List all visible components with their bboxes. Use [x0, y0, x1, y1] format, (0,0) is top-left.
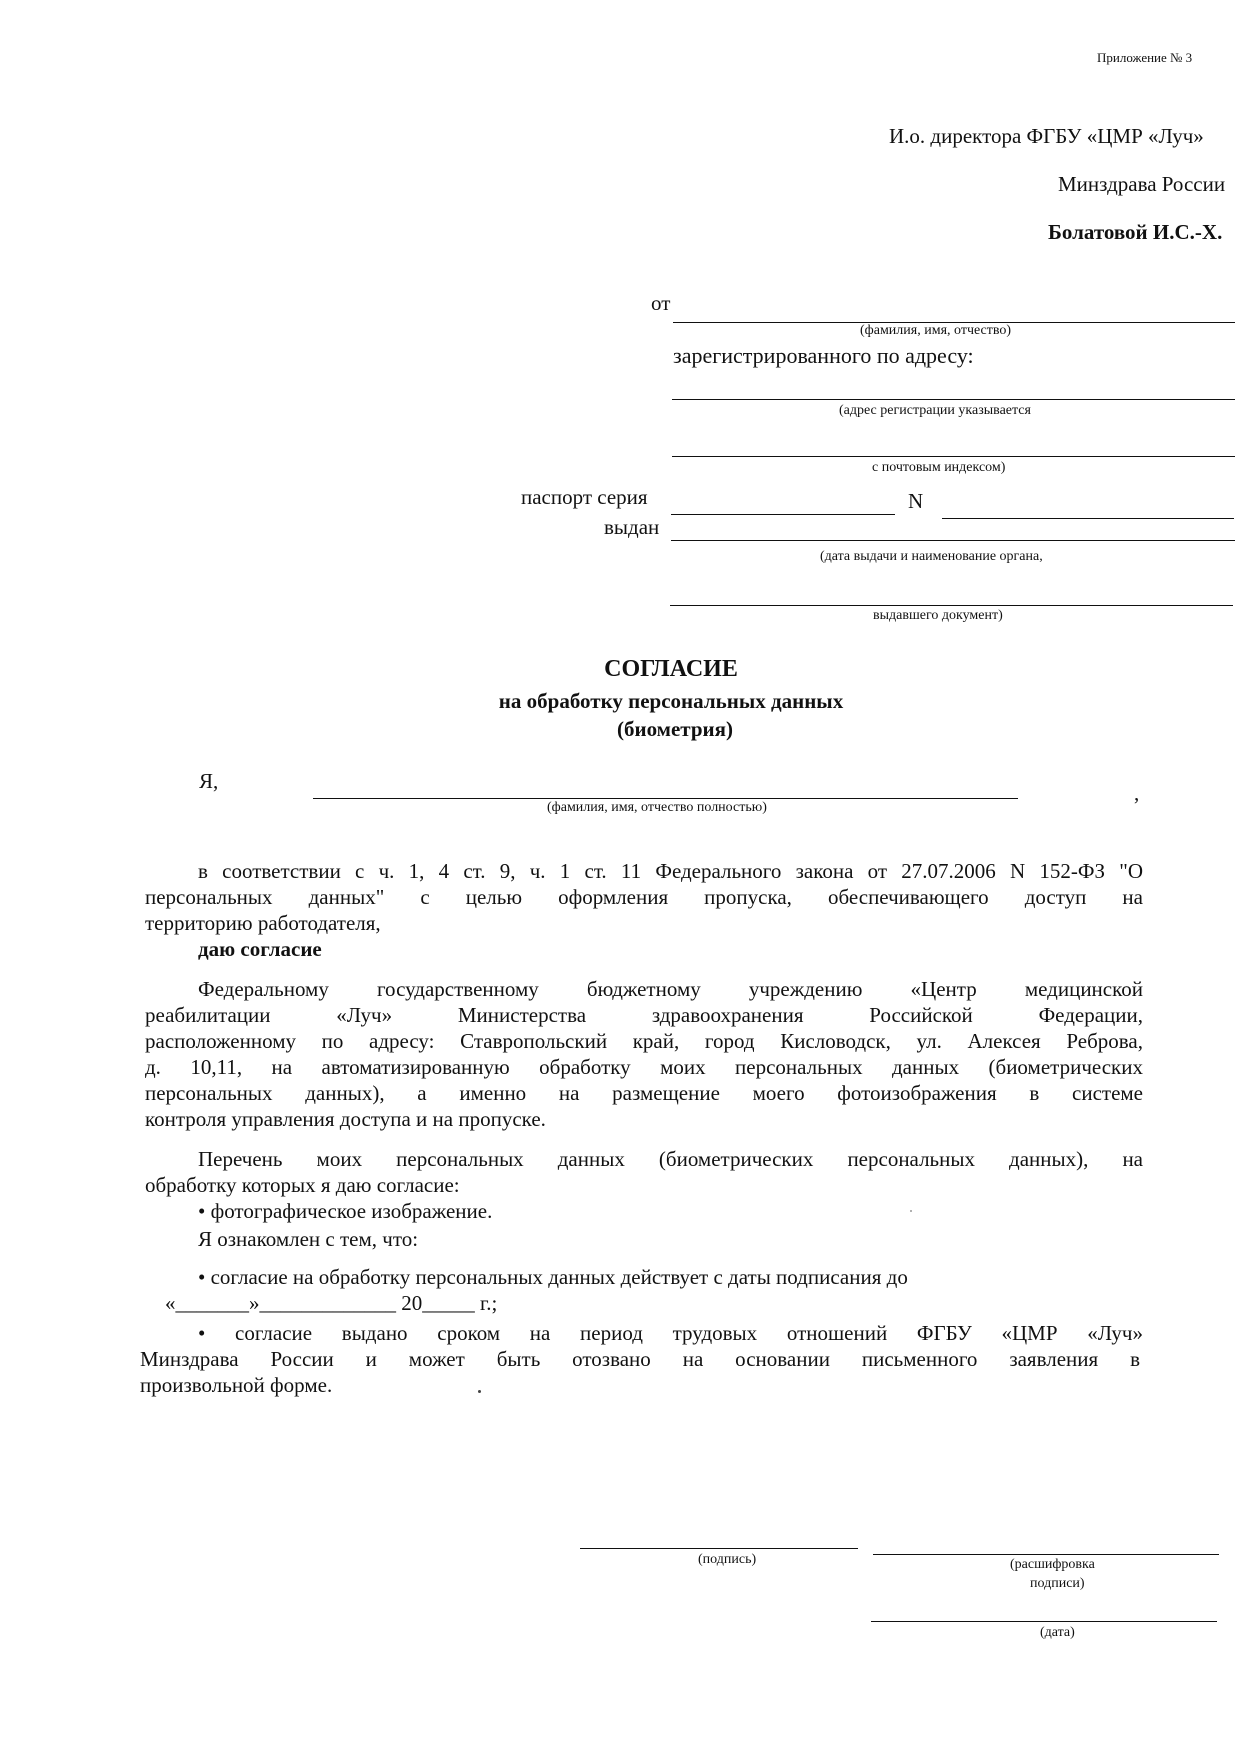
paragraph-3-line-1: Перечень моих персональных данных (биометрических персональных данных), на	[198, 1147, 1143, 1171]
signature-decode-hint-2: подписи)	[1030, 1576, 1085, 1591]
consent-phrase: даю согласие	[198, 937, 322, 961]
addressee-line-3: Болатовой И.С.-Х.	[1048, 220, 1223, 244]
address-line-2	[672, 456, 1235, 457]
passport-series-line	[671, 514, 895, 515]
passport-series-label: паспорт серия	[521, 485, 648, 509]
passport-number-label: N	[908, 489, 924, 513]
registered-label: зарегистрированного по адресу:	[673, 343, 974, 368]
declarant-name-line	[313, 798, 1018, 799]
paragraph-2-line-2: реабилитации «Луч» Министерства здравоохранения Российской Федерации,	[145, 1003, 1143, 1027]
doc-title: СОГЛАСИЕ	[604, 656, 738, 682]
doc-subtitle-2: (биометрия)	[616, 717, 734, 741]
bullet-term-line-2: Минздрава России и может быть отозвано на основании письменного заявления в	[140, 1347, 1140, 1371]
from-hint: (фамилия, имя, отчество)	[860, 323, 1012, 338]
paragraph-1-line-1: в соответствии с ч. 1, 4 ст. 9, ч. 1 ст. 11 Федерального закона от 27.07.2006 N 152-ФЗ "О	[198, 859, 1143, 883]
paragraph-2-line-4: д. 10,11, на автоматизированную обработку моих персональных данных (биометрических	[145, 1055, 1143, 1079]
signature-line	[580, 1548, 858, 1549]
date-line	[871, 1621, 1217, 1622]
bullet-photo: • фотографическое изображение.	[198, 1199, 493, 1223]
declarant-comma: ,	[1134, 781, 1140, 805]
signature-hint: (подпись)	[698, 1552, 757, 1567]
addressee-line-2: Минздрава России	[1058, 172, 1226, 196]
address-hint-2: с почтовым индексом)	[872, 460, 1006, 475]
bullet-term-line-1: • согласие выдано сроком на период трудовых отношений ФГБУ «ЦМР «Луч»	[198, 1321, 1143, 1345]
validity-date-line: «_______»_____________ 20_____ г.;	[165, 1291, 498, 1315]
issued-line-2	[670, 605, 1233, 606]
paragraph-1-line-2: персональных данных" с целью оформления пропуска, обеспечивающего доступ на	[145, 885, 1143, 909]
stray-mark-2	[910, 1210, 912, 1212]
bullet-validity: • согласие на обработку персональных данных действует с даты подписания до	[198, 1265, 908, 1289]
paragraph-1-line-3: территорию работодателя,	[145, 911, 381, 935]
address-hint-1: (адрес регистрации указывается	[839, 403, 1031, 418]
bullet-term-line-3: произвольной форме.	[140, 1373, 333, 1397]
issued-label: выдан	[604, 515, 660, 539]
declarant-label: Я,	[199, 769, 219, 793]
issued-hint-1: (дата выдачи и наименование органа,	[820, 549, 1043, 564]
paragraph-2-line-5: персональных данных), а именно на размещение моего фотоизображения в системе	[145, 1081, 1143, 1105]
paragraph-2-line-3: расположенному по адресу: Ставропольский край, город Кисловодск, ул. Алексея Реброва,	[145, 1029, 1143, 1053]
doc-subtitle: на обработку персональных данных	[498, 689, 844, 713]
paragraph-3-line-2: обработку которых я даю согласие:	[145, 1173, 460, 1197]
appendix-label: Приложение № 3	[1097, 50, 1193, 65]
addressee-line-1: И.о. директора ФГБУ «ЦМР «Луч»	[889, 124, 1204, 148]
declarant-hint: (фамилия, имя, отчество полностью)	[547, 800, 767, 815]
signature-decode-hint-1: (расшифровка	[1010, 1557, 1095, 1572]
paragraph-2-line-1: Федеральному государственному бюджетному учреждению «Центр медицинской	[198, 977, 1143, 1001]
date-hint: (дата)	[1040, 1625, 1075, 1640]
aware-line: Я ознакомлен с тем, что:	[198, 1227, 419, 1251]
issued-line-1	[671, 540, 1235, 541]
passport-number-line	[942, 518, 1234, 519]
address-line-1	[672, 399, 1235, 400]
from-label: от	[651, 291, 671, 315]
paragraph-2-line-6: контроля управления доступа и на пропуске.	[145, 1107, 546, 1131]
signature-decode-line	[873, 1554, 1219, 1555]
issued-hint-2: выдавшего документ)	[873, 608, 1003, 623]
stray-mark	[478, 1390, 481, 1393]
